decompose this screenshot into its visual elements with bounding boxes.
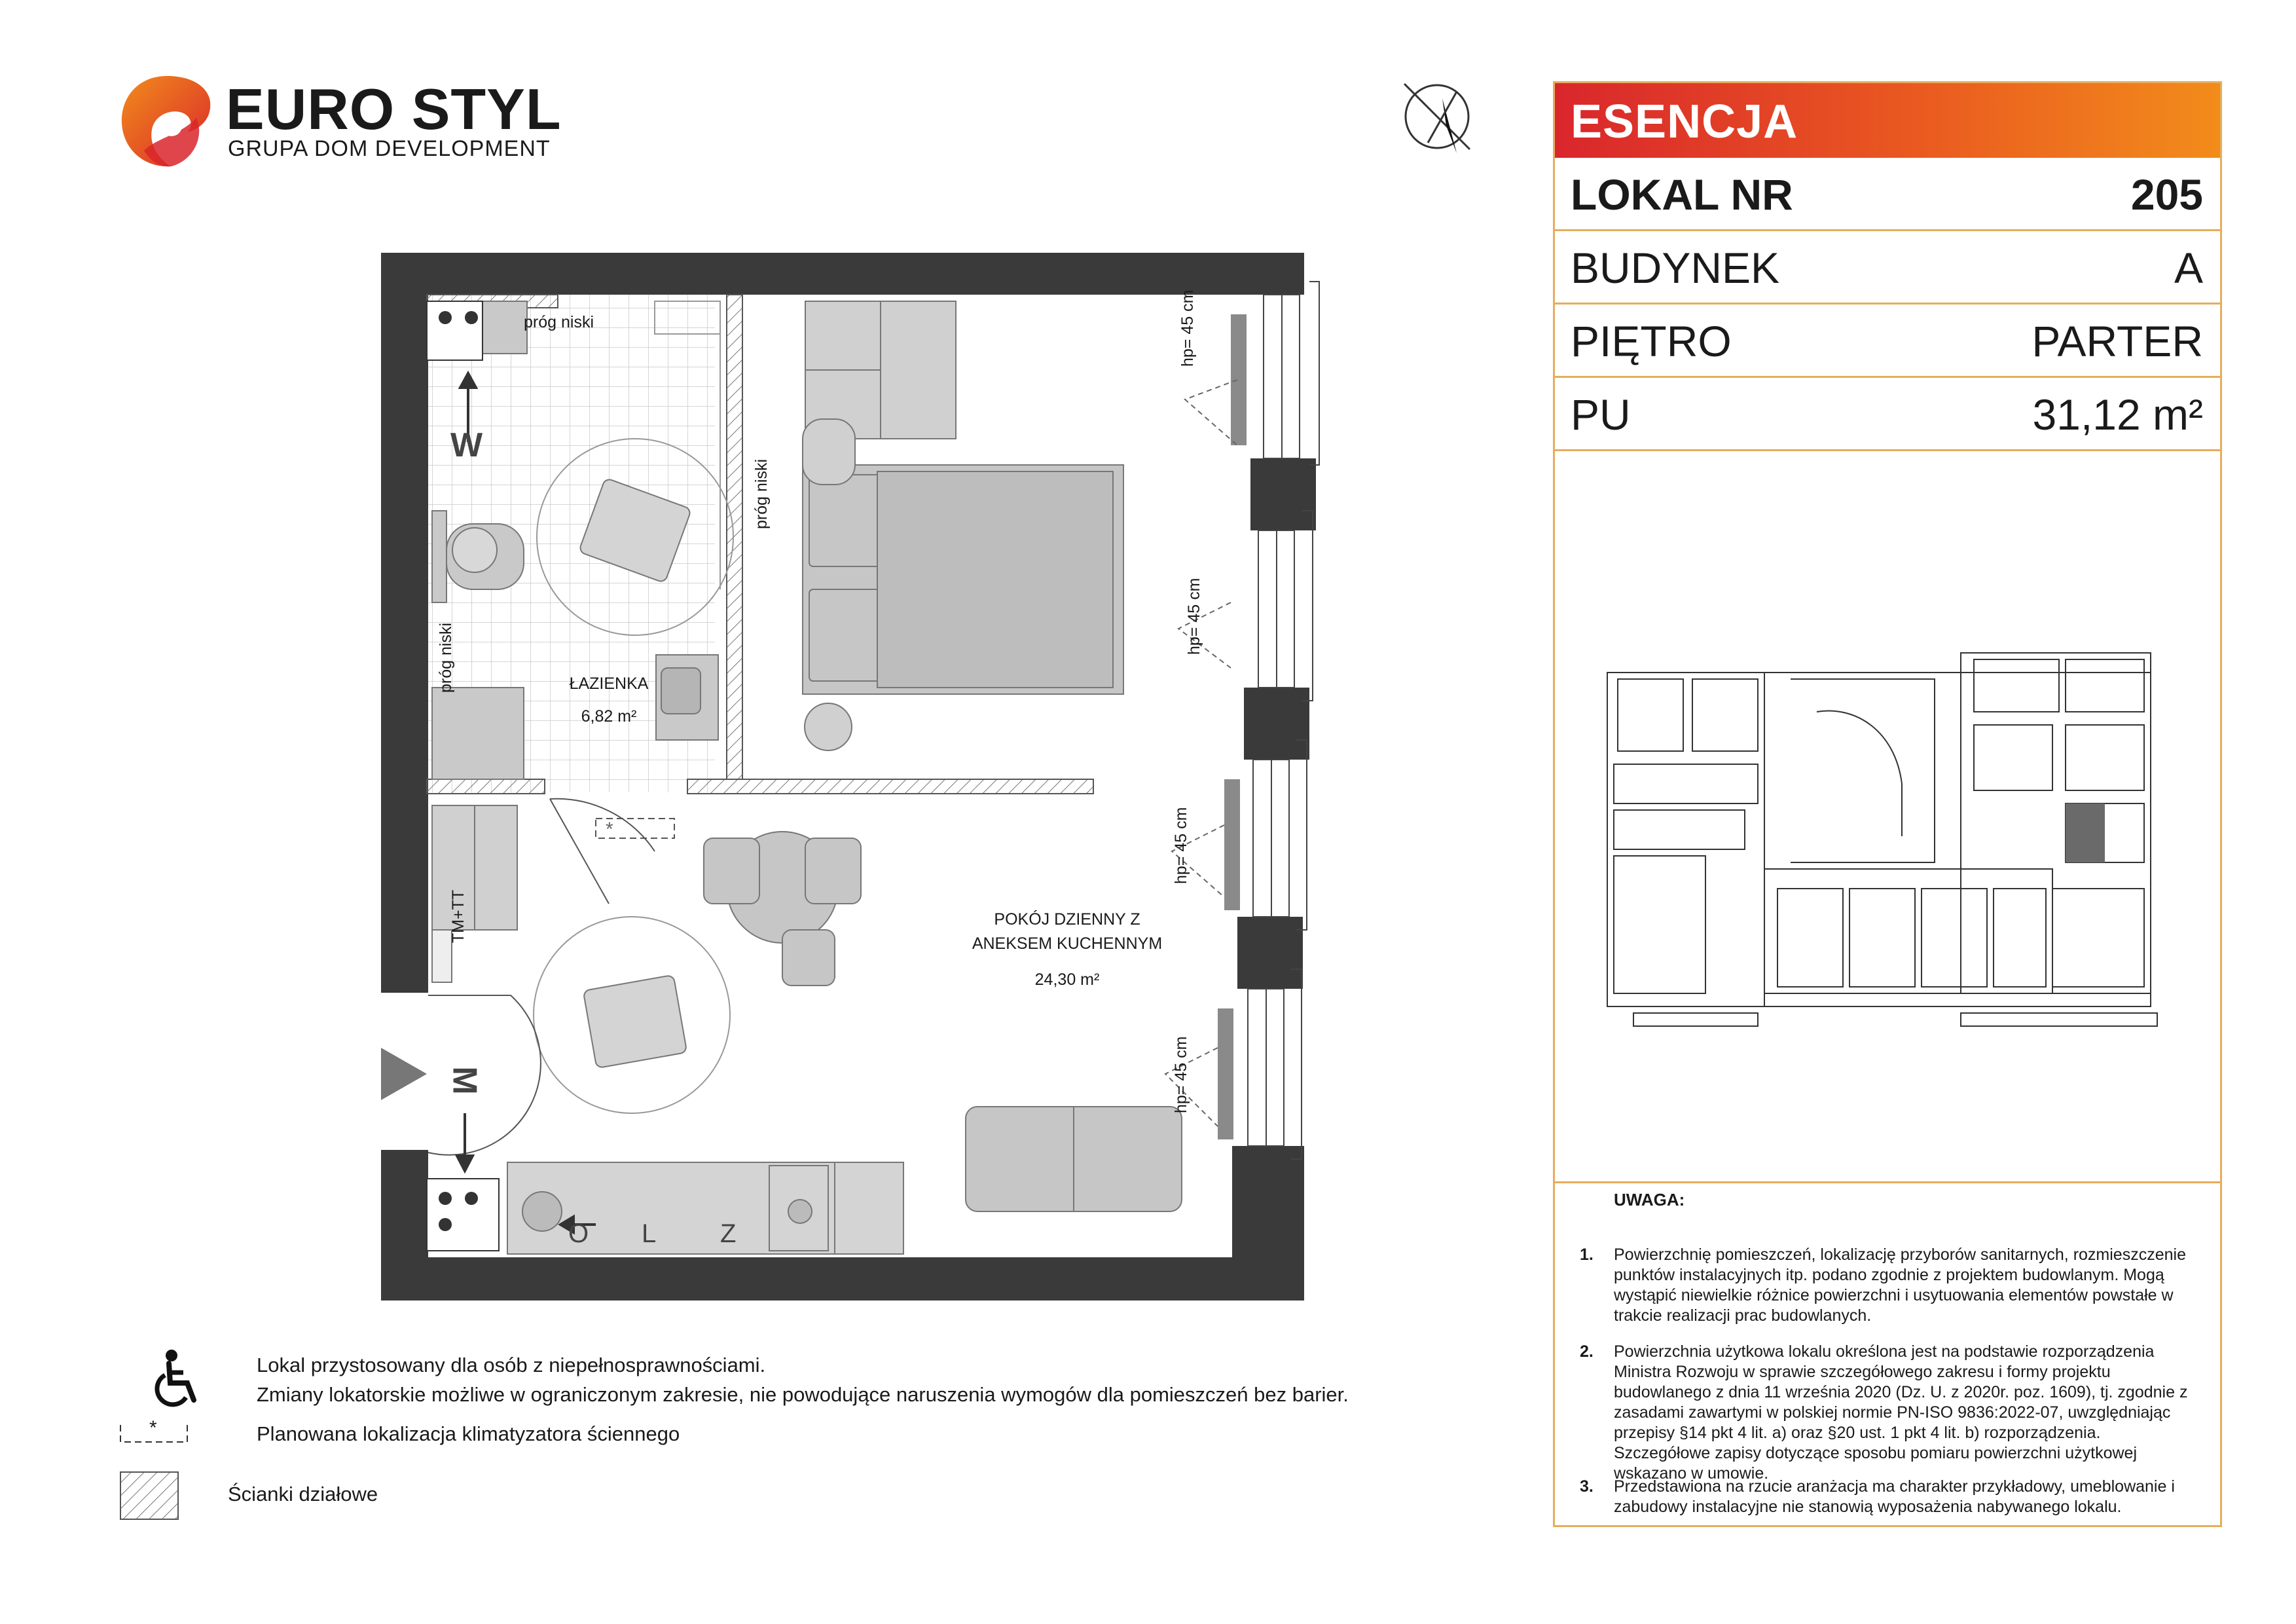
project-header xyxy=(1555,83,2220,158)
note-2-number: 2. xyxy=(1580,1342,1594,1361)
site-plan xyxy=(1594,640,2170,1046)
project-name: ESENCJA xyxy=(1571,96,1798,148)
legend-ac: Planowana lokalizacja klimatyzatora ściennego xyxy=(257,1422,680,1445)
bathroom-name: ŁAZIENKA xyxy=(569,674,649,693)
sill-height-label: hp= 45 cm xyxy=(1185,578,1203,655)
info-row-building xyxy=(1555,231,2220,304)
legend-accessibility-1: Lokal przystosowany dla osób z niepełnosprawnościami. xyxy=(257,1354,766,1376)
oven-letter: O xyxy=(568,1219,589,1248)
info-row-unit xyxy=(1555,158,2220,231)
building-label: BUDYNEK xyxy=(1571,244,1780,292)
eurostyl-logo-icon xyxy=(118,72,216,170)
area-label: PU xyxy=(1571,390,1631,439)
living-name-1: POKÓJ DZIENNY Z xyxy=(994,910,1140,929)
living-name-2: ANEKSEM KUCHENNYM xyxy=(972,934,1163,953)
notes-section xyxy=(1555,1183,2220,1524)
meter-label: TM+TT xyxy=(449,889,468,944)
note-3-number: 3. xyxy=(1580,1477,1594,1496)
sill-marks xyxy=(1218,314,1247,1139)
sofa xyxy=(966,1107,1182,1211)
brand-name: EURO STYL xyxy=(226,77,562,141)
info-panel xyxy=(1553,81,2222,1527)
info-row-floor xyxy=(1555,304,2220,378)
entrance-arrow-icon xyxy=(381,1048,427,1100)
sill-height-label: hp= 45 cm xyxy=(1178,289,1197,367)
dishwasher-letter: L xyxy=(642,1219,657,1248)
note-2-text: Powierzchnia użytkowa lokalu określona jest na podstawie rozporządzenia Ministra Rozwoju w sprawie szczegółowego zakresu i formy projektu budowlanego z dnia 11 września 2020 (Dz. U. z 2020r. poz. 1609), tj. zgodnie z zasadami zawartymi w polskiej normie PN-ISO 9836:2022-07, uwzględniając przepisy §14 pkt 4 lit. a) oraz §20 ust. 1 pkt 4 lit. b) rozporządzenia. Szczegółowe zapisy dotyczące sposobu pomiaru powierzchni użytkowej wskazano w umowie. xyxy=(1614,1342,2188,1483)
note-1-text: Powierzchnię pomieszczeń, lokalizację przyborów sanitarnych, rozmieszczenie punktów instalacyjnych itp. podano zgodnie z projektem budowlanym. Mogą wystąpić niewielkie różnice powierzchni i usytuowania elementów powstałe w trakcie realizacji prac budowlanych. xyxy=(1614,1246,2186,1325)
sill-height-label: hp= 45 cm xyxy=(1172,1036,1190,1113)
dining-set xyxy=(704,832,861,986)
water-riser-label: W xyxy=(450,426,483,464)
north-arrow-icon xyxy=(1391,72,1489,157)
partition-legend-symbol xyxy=(119,1471,179,1521)
ac-legend-star: * xyxy=(149,1417,157,1439)
legend-partition: Ścianki działowe xyxy=(228,1483,378,1505)
sill-height-label: hp= 45 cm xyxy=(1172,807,1190,884)
threshold-label: próg niski xyxy=(437,623,455,693)
floor-value: PARTER xyxy=(2032,317,2203,365)
fridge-letter: Z xyxy=(720,1219,737,1248)
unit-label: LOKAL NR xyxy=(1571,170,1793,219)
wheelchair-icon xyxy=(151,1349,203,1408)
ac-unit-mark: * xyxy=(606,819,613,840)
unit-value: 205 xyxy=(2130,170,2203,219)
notes-title: UWAGA: xyxy=(1614,1190,1685,1209)
info-row-area xyxy=(1555,378,2220,451)
meter-riser-label: M xyxy=(445,1066,484,1095)
floor-plan xyxy=(373,249,1342,1310)
unit-highlight xyxy=(2066,803,2105,862)
note-3-text: Przedstawiona na rzucie aranżacja ma charakter przykładowy, umeblowanie i zabudowy instalacyjne nie stanowią wyposażenia nabywanego lokalu. xyxy=(1614,1477,2175,1516)
area-value: 31,12 m² xyxy=(2032,390,2203,439)
legend-accessibility-2: Zmiany lokatorskie możliwe w ograniczonym zakresie, nie powodujące naruszenia wymogów dla pomieszczeń bez barier. xyxy=(257,1383,1349,1406)
note-1-number: 1. xyxy=(1580,1246,1594,1264)
threshold-label: próg niski xyxy=(524,313,594,331)
key-plan xyxy=(1555,450,2220,1183)
threshold-label: próg niski xyxy=(752,459,771,529)
brand-subtitle: GRUPA DOM DEVELOPMENT xyxy=(228,136,551,161)
brand-logo xyxy=(118,72,562,170)
bathroom-area: 6,82 m² xyxy=(581,707,637,726)
building-value: A xyxy=(2174,244,2203,292)
bed xyxy=(803,465,1123,694)
living-area: 24,30 m² xyxy=(1034,970,1100,989)
floor-label: PIĘTRO xyxy=(1571,317,1732,365)
kitchen-counter xyxy=(507,1162,903,1254)
